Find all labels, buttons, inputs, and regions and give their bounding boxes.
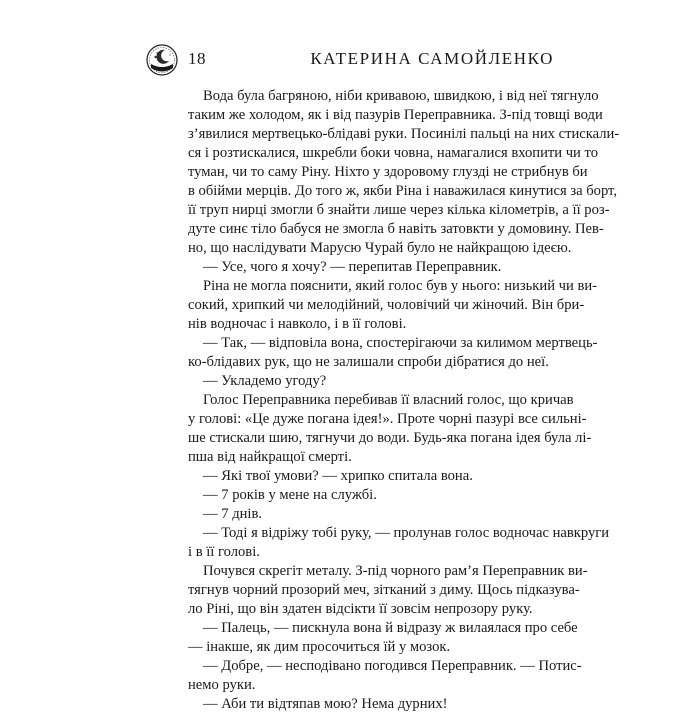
text-line: туман, чи то саму Ріну. Ніхто у здоровому глузді не стрибнув би: [188, 164, 588, 180]
text-line: у голові: «Це дуже погана ідея!». Проте чорні пазурі все сильні-: [188, 411, 587, 427]
body-text: [188, 87, 620, 714]
text-line: в обійми мерців. До того ж, якби Ріна і наважилася кинутися за борт,: [188, 183, 617, 199]
running-head: КАТЕРИНА САМОЙЛЕНКО: [310, 49, 554, 68]
text-line: ше стискали шию, тягнучи до води. Будь-яка погана ідея була лі-: [188, 430, 592, 446]
paragraph: [188, 505, 554, 524]
paragraph: [188, 657, 582, 695]
paragraph: [188, 391, 592, 467]
paragraph: [188, 258, 554, 277]
paragraph: [188, 372, 554, 391]
text-line: Голос Переправника перебивав її власний голос, що кричав: [203, 392, 574, 408]
text-line: нів водночас і навколо, і в її голові.: [188, 316, 407, 332]
text-line: — Тоді я відріжу тобі руку, — пролунав голос водночас навкруги: [203, 525, 610, 541]
paragraph: [188, 277, 598, 334]
text-line: — Аби ти відтяпав мою? Нема дурних!: [203, 696, 448, 712]
text-line: сокий, хрипкий чи мелодійний, чоловічий чи жіночий. Він бри-: [188, 297, 585, 313]
text-line: тягнув чорний прозорий меч, зітканий з диму. Щось підказува-: [188, 582, 580, 598]
text-line: — Так, — відповіла вона, спостерігаючи за килимом мертвець-: [203, 335, 598, 351]
moon-in-circle-icon: [146, 44, 178, 76]
paragraph: [188, 619, 578, 657]
paragraph: [188, 87, 620, 258]
text-line: ко-блідавих рук, що не залишали спроби дібратися до неї.: [188, 354, 549, 370]
text-line: Вода була багряною, ніби кривавою, швидкою, і від неї тягнуло: [203, 88, 599, 104]
text-line: з’явилися мертвецько-блідаві руки. Посинілі пальці на них стискали-: [188, 126, 620, 142]
text-line: пша від найкращої смерті.: [188, 449, 352, 465]
text-line: її труп нирці змогли б знайти лише через кілька кілометрів, а її роз-: [188, 202, 610, 218]
text-line: — Добре, — несподівано погодився Переправник. — Потис-: [203, 658, 582, 674]
text-line: ся і розтискалися, шкребли боки човна, намагалися вхопити чи то: [188, 145, 598, 161]
text-line: — Палець, — пискнула вона й відразу ж вилаялася про себе: [203, 620, 578, 636]
text-line: таким же холодом, як і від пазурів Переправника. З-під товщі води: [188, 107, 603, 123]
paragraph: [188, 467, 554, 486]
text-line: но, що наслідувати Марусю Чурай було не найкращою ідеєю.: [188, 240, 572, 256]
text-line: ло Ріні, що він здатен відсікти її зовсім непрозору руку.: [188, 601, 533, 617]
text-line: немо руки.: [188, 677, 256, 693]
text-line: — 7 років у мене на службі.: [203, 487, 377, 503]
paragraph: [188, 695, 554, 714]
paragraph: [188, 562, 588, 619]
text-line: — Укладемо угоду?: [203, 373, 327, 389]
text-line: дуте синє тіло бабуся не змогла б навіть затовкти у домовину. Пев-: [188, 221, 604, 237]
paragraph: [188, 334, 598, 372]
text-line: — інакше, як дим просочиться їй у мозок.: [188, 639, 451, 655]
text-line: і в її голові.: [188, 544, 260, 560]
page-number: 18: [188, 49, 206, 68]
text-line: Почувся скрегіт металу. З-під чорного рам’я Переправник ви-: [203, 563, 588, 579]
text-line: — Які твої умови? — хрипко спитала вона.: [203, 468, 473, 484]
text-line: — Усе, чого я хочу? — перепитав Переправник.: [203, 259, 502, 275]
paragraph: [188, 486, 554, 505]
text-line: Ріна не могла пояснити, який голос був у нього: низький чи ви-: [203, 278, 598, 294]
paragraph: [188, 524, 610, 562]
text-line: — 7 днів.: [203, 506, 263, 522]
